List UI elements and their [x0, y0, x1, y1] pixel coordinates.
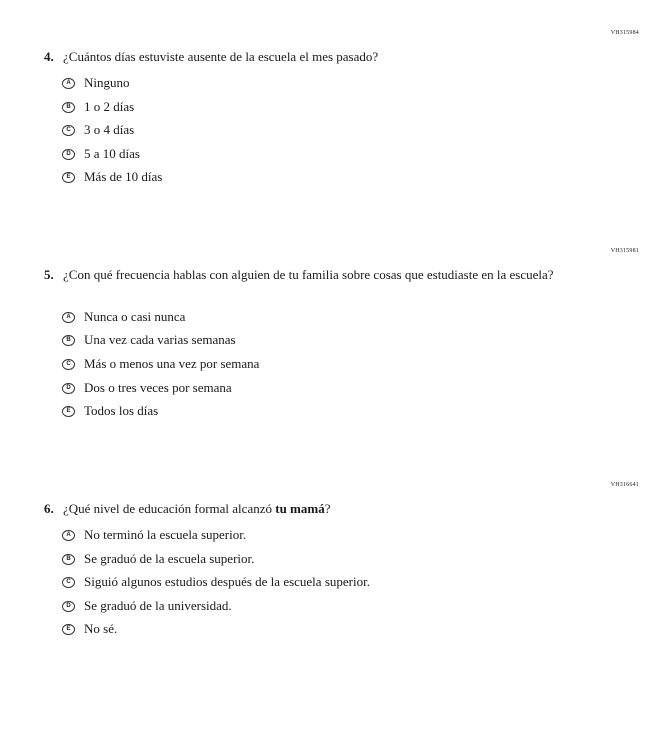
option-b[interactable]	[62, 332, 236, 348]
option-label: Más o menos una vez por semana	[84, 356, 260, 371]
bubble-c-icon[interactable]: C	[62, 577, 75, 588]
bubble-d-icon[interactable]: D	[62, 149, 75, 160]
question-text-start: ¿Qué nivel de educación formal alcanzó	[63, 501, 276, 516]
question-id: VH315984	[610, 30, 639, 36]
option-label: Más de 10 días	[84, 169, 163, 184]
bubble-b-icon[interactable]: B	[62, 335, 75, 346]
option-d[interactable]	[62, 146, 140, 162]
bubble-a-icon[interactable]: A	[62, 530, 75, 541]
question-text: ¿Con qué frecuencia hablas con alguien de tu familia sobre cosas que estudiaste en la escuela?	[63, 267, 554, 282]
bubble-a-icon[interactable]: A	[62, 78, 75, 89]
question-id: VH315981	[610, 248, 639, 254]
option-label: Dos o tres veces por semana	[84, 380, 232, 395]
option-label: 3 o 4 días	[84, 122, 135, 137]
option-label: Siguió algunos estudios después de la escuela superior.	[84, 574, 370, 589]
bubble-e-icon[interactable]: E	[62, 406, 75, 417]
option-d[interactable]	[62, 598, 232, 614]
question-id: VH316641	[610, 482, 639, 488]
option-e[interactable]	[62, 169, 162, 185]
question-text	[63, 501, 564, 517]
option-a[interactable]	[62, 75, 130, 91]
bubble-d-icon[interactable]: D	[62, 601, 75, 612]
option-label: 5 a 10 días	[84, 146, 140, 161]
question-number: 6.	[44, 501, 54, 516]
option-e[interactable]	[62, 621, 117, 637]
question-number: 5.	[44, 267, 54, 282]
option-a[interactable]	[62, 309, 185, 325]
bubble-c-icon[interactable]: C	[62, 359, 75, 370]
bubble-e-icon[interactable]: E	[62, 172, 75, 183]
bubble-a-icon[interactable]: A	[62, 312, 75, 323]
option-c[interactable]	[62, 574, 370, 590]
option-c[interactable]	[62, 122, 134, 138]
option-c[interactable]	[62, 356, 259, 372]
option-label: Nunca o casi nunca	[84, 309, 186, 324]
option-label: Todos los días	[84, 403, 159, 418]
option-label: Una vez cada varias semanas	[84, 332, 236, 347]
option-a[interactable]	[62, 527, 246, 543]
question-stem	[44, 501, 564, 517]
question-4	[44, 49, 564, 184]
bubble-b-icon[interactable]: B	[62, 102, 75, 113]
option-label: No sé.	[84, 621, 118, 636]
option-label: No terminó la escuela superior.	[84, 527, 247, 542]
option-label: Se graduó de la universidad.	[84, 598, 232, 613]
bubble-d-icon[interactable]: D	[62, 383, 75, 394]
question-text: ¿Cuántos días estuviste ausente de la escuela el mes pasado?	[63, 49, 379, 64]
question-stem	[44, 49, 564, 65]
question-5	[44, 267, 564, 418]
option-b[interactable]	[62, 551, 254, 567]
bubble-c-icon[interactable]: C	[62, 125, 75, 136]
option-label: 1 o 2 días	[84, 99, 135, 114]
option-d[interactable]	[62, 380, 232, 396]
bubble-e-icon[interactable]: E	[62, 624, 75, 635]
question-text-emphasis: tu mamá	[275, 501, 325, 516]
option-label: Ninguno	[84, 75, 130, 90]
bubble-b-icon[interactable]: B	[62, 554, 75, 565]
question-number: 4.	[44, 49, 54, 64]
option-label: Se graduó de la escuela superior.	[84, 551, 255, 566]
option-e[interactable]	[62, 403, 158, 419]
question-stem	[44, 267, 564, 283]
question-text-end: ?	[324, 501, 331, 516]
option-b[interactable]	[62, 99, 134, 115]
question-6	[44, 501, 564, 636]
